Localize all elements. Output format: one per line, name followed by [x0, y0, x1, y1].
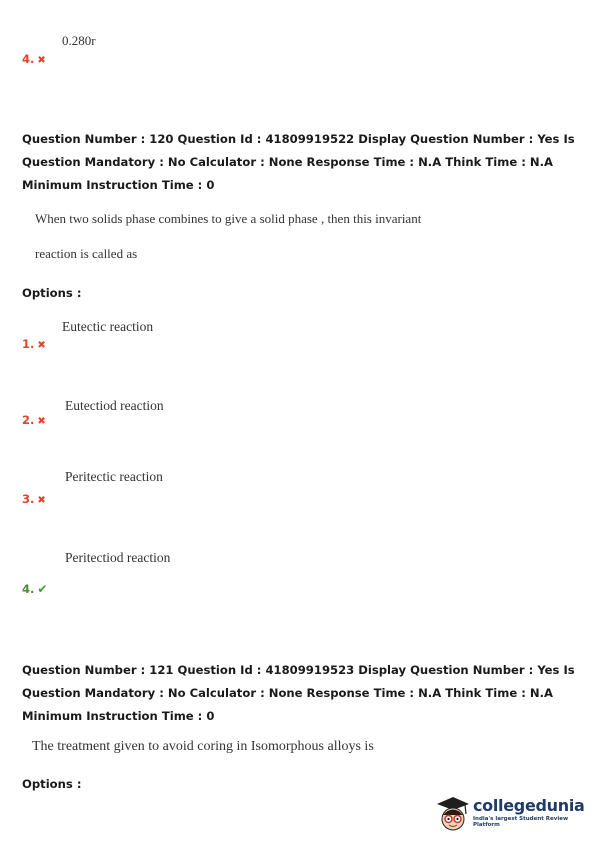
cross-icon: ✖ [37, 340, 46, 351]
option-number-label: 1. [22, 337, 35, 351]
option-number [22, 337, 46, 351]
options-label: Options : [22, 286, 82, 300]
logo-tagline: India's largest Student Review Platform [473, 816, 569, 828]
option-number [22, 413, 46, 427]
option-number-label: 4. [22, 52, 35, 66]
question-text-line: The treatment given to avoid coring in Isomorphous alloys is [32, 739, 374, 754]
option-number-label: 3. [22, 492, 35, 506]
options-label: Options : [22, 777, 82, 791]
logo-name: collegedunia [473, 796, 585, 815]
option-text: 0.280r [62, 33, 96, 48]
option-text: Eutectic reaction [62, 319, 154, 334]
option-number [22, 492, 46, 506]
option-number-label: 2. [22, 413, 35, 427]
option-number [22, 582, 47, 596]
mascot-icon [433, 794, 473, 836]
check-icon: ✔ [37, 582, 48, 596]
question-text-line: reaction is called as [35, 246, 138, 261]
option-number-label: 4. [22, 582, 35, 596]
option-text: Peritectiod reaction [65, 550, 171, 565]
question-header: Question Number : 120 Question Id : 41809919522 Display Question Number : Yes Is Question Mandatory : No Calculator : None Response Time : N.A Think Time : N.A Minimum Instruction Time : 0 [22, 132, 575, 192]
cross-icon: ✖ [37, 495, 46, 506]
question-header: Question Number : 121 Question Id : 41809919523 Display Question Number : Yes Is Question Mandatory : No Calculator : None Response Time : N.A Think Time : N.A Minimum Instruction Time : 0 [22, 663, 575, 723]
question-text-line: When two solids phase combines to give a solid phase , then this invariant [35, 211, 422, 226]
cross-icon: ✖ [37, 55, 46, 66]
collegedunia-logo [433, 794, 583, 834]
option-text: Eutectiod reaction [65, 398, 164, 413]
option-text: Peritectic reaction [65, 469, 163, 484]
cross-icon: ✖ [37, 416, 46, 427]
option-number [22, 52, 46, 66]
